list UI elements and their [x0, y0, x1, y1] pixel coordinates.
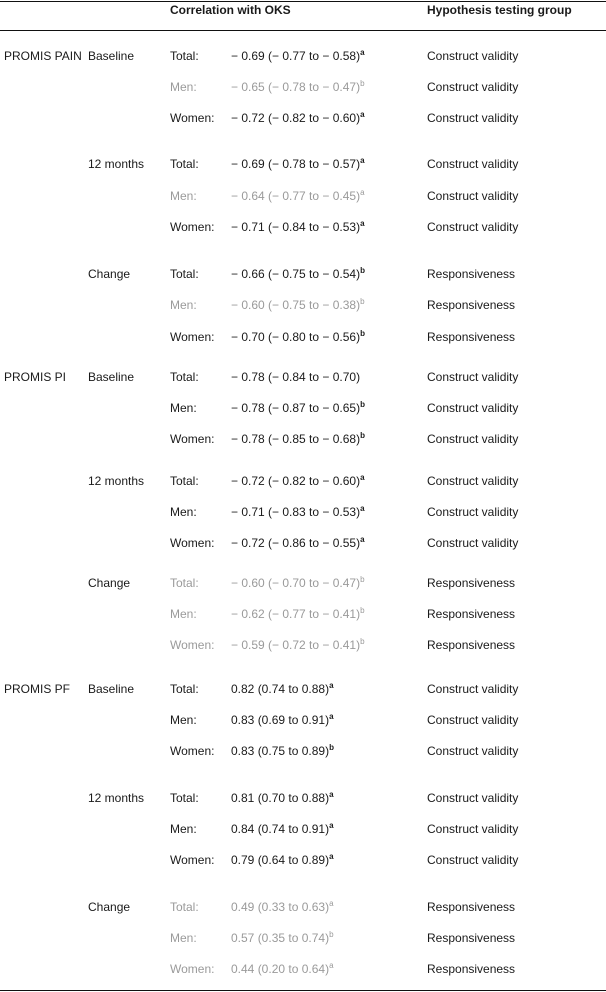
correlation-estimate: − 0.60 (− 0.70 to − 0.47)	[231, 576, 361, 590]
subgroup-label: Women:	[170, 744, 215, 758]
footnote-marker: a	[360, 188, 365, 197]
correlation-value	[231, 220, 365, 234]
correlation-estimate: 0.83 (0.75 to 0.89)	[231, 744, 330, 758]
footnote-marker: b	[360, 606, 365, 615]
subgroup-label: Men:	[170, 931, 197, 945]
hypothesis-group-label: Construct validity	[427, 80, 519, 94]
correlation-value	[231, 536, 365, 550]
hypothesis-group-label: Construct validity	[427, 157, 519, 171]
footnote-marker: b	[360, 297, 365, 306]
footnote-marker: b	[360, 431, 365, 440]
subgroup-label: Men:	[170, 80, 197, 94]
correlation-value	[231, 157, 365, 171]
correlation-value	[231, 49, 365, 63]
footnote-marker: a	[360, 48, 365, 57]
correlation-estimate: − 0.64 (− 0.77 to − 0.45)	[231, 189, 361, 203]
subgroup-label: Women:	[170, 536, 215, 550]
correlation-value	[231, 576, 365, 590]
correlation-value	[231, 370, 360, 384]
top-rule	[0, 1, 606, 2]
hypothesis-group-label: Construct validity	[427, 744, 519, 758]
subgroup-label: Women:	[170, 220, 215, 234]
correlation-value	[231, 189, 365, 203]
timepoint-label: Change	[88, 267, 131, 281]
timepoint-label: Change	[88, 576, 131, 590]
correlation-value	[231, 962, 334, 976]
footnote-marker: a	[360, 219, 365, 228]
subgroup-label: Men:	[170, 505, 197, 519]
hypothesis-group-label: Construct validity	[427, 111, 519, 125]
subgroup-label: Women:	[170, 638, 215, 652]
correlation-value	[231, 401, 365, 415]
subgroup-label: Total:	[170, 576, 199, 590]
footnote-marker: b	[360, 400, 365, 409]
hypothesis-group-label: Construct validity	[427, 432, 519, 446]
hypothesis-group-label: Responsiveness	[427, 267, 516, 281]
timepoint-label: Change	[88, 900, 131, 914]
hypothesis-group-label: Construct validity	[427, 682, 519, 696]
correlation-estimate: 0.84 (0.74 to 0.91)	[231, 822, 330, 836]
measure-label: PROMIS PF	[4, 682, 71, 696]
footnote-marker: a	[329, 852, 334, 861]
footnote-marker: b	[329, 743, 334, 752]
footnote-marker: b	[360, 637, 365, 646]
correlation-value	[231, 298, 365, 312]
footnote-marker: a	[360, 110, 365, 119]
subgroup-label: Men:	[170, 822, 197, 836]
hypothesis-group-label: Responsiveness	[427, 931, 516, 945]
footnote-marker: b	[329, 930, 334, 939]
subgroup-label: Men:	[170, 401, 197, 415]
correlation-estimate: − 0.62 (− 0.77 to − 0.41)	[231, 607, 361, 621]
footnote-marker: a	[329, 681, 334, 690]
hypothesis-group-label: Responsiveness	[427, 330, 516, 344]
timepoint-label: 12 months	[88, 474, 145, 488]
correlation-value	[231, 330, 365, 344]
correlation-estimate: − 0.70 (− 0.80 to − 0.56)	[231, 330, 361, 344]
subgroup-label: Total:	[170, 49, 199, 63]
footnote-marker: b	[360, 575, 365, 584]
footnote-marker: a	[329, 961, 334, 970]
correlation-estimate: 0.79 (0.64 to 0.89)	[231, 853, 330, 867]
hypothesis-group-label: Construct validity	[427, 401, 519, 415]
correlation-estimate: − 0.72 (− 0.82 to − 0.60)	[231, 474, 361, 488]
hypothesis-group-label: Construct validity	[427, 791, 519, 805]
hypothesis-group-label: Responsiveness	[427, 576, 516, 590]
subgroup-label: Total:	[170, 474, 199, 488]
subgroup-label: Total:	[170, 157, 199, 171]
footnote-marker: b	[360, 79, 365, 88]
timepoint-label: Baseline	[88, 49, 135, 63]
correlation-estimate: − 0.71 (− 0.83 to − 0.53)	[231, 505, 361, 519]
footnote-marker: a	[360, 535, 365, 544]
subgroup-label: Women:	[170, 330, 215, 344]
correlation-estimate: − 0.78 (− 0.87 to − 0.65)	[231, 401, 361, 415]
footnote-marker: b	[360, 266, 365, 275]
footnote-marker: a	[360, 156, 365, 165]
subgroup-label: Total:	[170, 267, 199, 281]
hypothesis-group-label: Responsiveness	[427, 962, 516, 976]
correlation-estimate: 0.57 (0.35 to 0.74)	[231, 931, 330, 945]
footnote-marker: a	[329, 821, 334, 830]
hypothesis-group-label: Construct validity	[427, 370, 519, 384]
correlation-value	[231, 822, 334, 836]
correlation-value	[231, 931, 334, 945]
subgroup-label: Total:	[170, 370, 199, 384]
subgroup-label: Total:	[170, 682, 199, 696]
hypothesis-group-label: Construct validity	[427, 189, 519, 203]
correlation-estimate: − 0.60 (− 0.75 to − 0.38)	[231, 298, 361, 312]
measure-label: PROMIS PAIN	[4, 49, 82, 63]
subgroup-label: Total:	[170, 900, 199, 914]
footnote-marker: a	[329, 790, 334, 799]
correlation-value	[231, 432, 365, 446]
correlation-value	[231, 267, 365, 281]
subgroup-label: Men:	[170, 607, 197, 621]
correlation-value	[231, 505, 365, 519]
timepoint-label: Baseline	[88, 370, 135, 384]
correlation-estimate: − 0.72 (− 0.86 to − 0.55)	[231, 536, 361, 550]
subgroup-label: Men:	[170, 189, 197, 203]
correlation-value	[231, 80, 365, 94]
hypothesis-group-label: Construct validity	[427, 220, 519, 234]
correlation-value	[231, 853, 334, 867]
hypothesis-group-label: Construct validity	[427, 822, 519, 836]
correlation-estimate: − 0.72 (− 0.82 to − 0.60)	[231, 111, 361, 125]
correlation-estimate: − 0.78 (− 0.84 to − 0.70)	[231, 370, 361, 384]
subgroup-label: Women:	[170, 111, 215, 125]
correlation-estimate: 0.44 (0.20 to 0.64)	[231, 962, 330, 976]
correlation-value	[231, 744, 334, 758]
correlation-value	[231, 111, 365, 125]
hypothesis-group-label: Construct validity	[427, 505, 519, 519]
hypothesis-group-label: Construct validity	[427, 536, 519, 550]
correlation-value	[231, 638, 365, 652]
subgroup-label: Women:	[170, 432, 215, 446]
correlation-estimate: − 0.69 (− 0.78 to − 0.57)	[231, 157, 361, 171]
footnote-marker: a	[329, 899, 334, 908]
hypothesis-group-label: Construct validity	[427, 474, 519, 488]
footnote-marker: b	[360, 329, 365, 338]
timepoint-label: 12 months	[88, 157, 145, 171]
subgroup-label: Total:	[170, 791, 199, 805]
footnote-marker: a	[360, 504, 365, 513]
footnote-marker: a	[329, 712, 334, 721]
correlation-value	[231, 713, 334, 727]
correlation-estimate: − 0.71 (− 0.84 to − 0.53)	[231, 220, 361, 234]
correlation-estimate: − 0.69 (− 0.77 to − 0.58)	[231, 49, 361, 63]
correlation-value	[231, 682, 334, 696]
correlation-value	[231, 474, 365, 488]
correlation-estimate: 0.49 (0.33 to 0.63)	[231, 900, 330, 914]
hypothesis-group-label: Responsiveness	[427, 900, 516, 914]
correlation-estimate: 0.81 (0.70 to 0.88)	[231, 791, 330, 805]
measure-label: PROMIS PI	[4, 370, 67, 384]
subgroup-label: Men:	[170, 713, 197, 727]
subgroup-label: Women:	[170, 962, 215, 976]
hypothesis-group-label: Responsiveness	[427, 298, 516, 312]
correlation-estimate: 0.83 (0.69 to 0.91)	[231, 713, 330, 727]
correlation-estimate: − 0.66 (− 0.75 to − 0.54)	[231, 267, 361, 281]
correlation-value	[231, 900, 334, 914]
footnote-marker: a	[360, 473, 365, 482]
correlation-estimate: − 0.65 (− 0.78 to − 0.47)	[231, 80, 361, 94]
correlation-value	[231, 607, 365, 621]
correlation-estimate: 0.82 (0.74 to 0.88)	[231, 682, 330, 696]
hypothesis-group-label: Construct validity	[427, 853, 519, 867]
correlation-estimate: − 0.78 (− 0.85 to − 0.68)	[231, 432, 361, 446]
hypothesis-group-label: Responsiveness	[427, 638, 516, 652]
header-rule	[0, 30, 606, 31]
timepoint-label: Baseline	[88, 682, 135, 696]
hypothesis-group-label: Construct validity	[427, 713, 519, 727]
subgroup-label: Women:	[170, 853, 215, 867]
correlation-value	[231, 791, 334, 805]
timepoint-label: 12 months	[88, 791, 145, 805]
header-hypothesis-group: Hypothesis testing group	[427, 3, 572, 17]
hypothesis-group-label: Responsiveness	[427, 607, 516, 621]
subgroup-label: Men:	[170, 298, 197, 312]
header-correlation: Correlation with OKS	[170, 3, 291, 17]
bottom-rule	[0, 990, 606, 991]
hypothesis-group-label: Construct validity	[427, 49, 519, 63]
correlation-estimate: − 0.59 (− 0.72 to − 0.41)	[231, 638, 361, 652]
